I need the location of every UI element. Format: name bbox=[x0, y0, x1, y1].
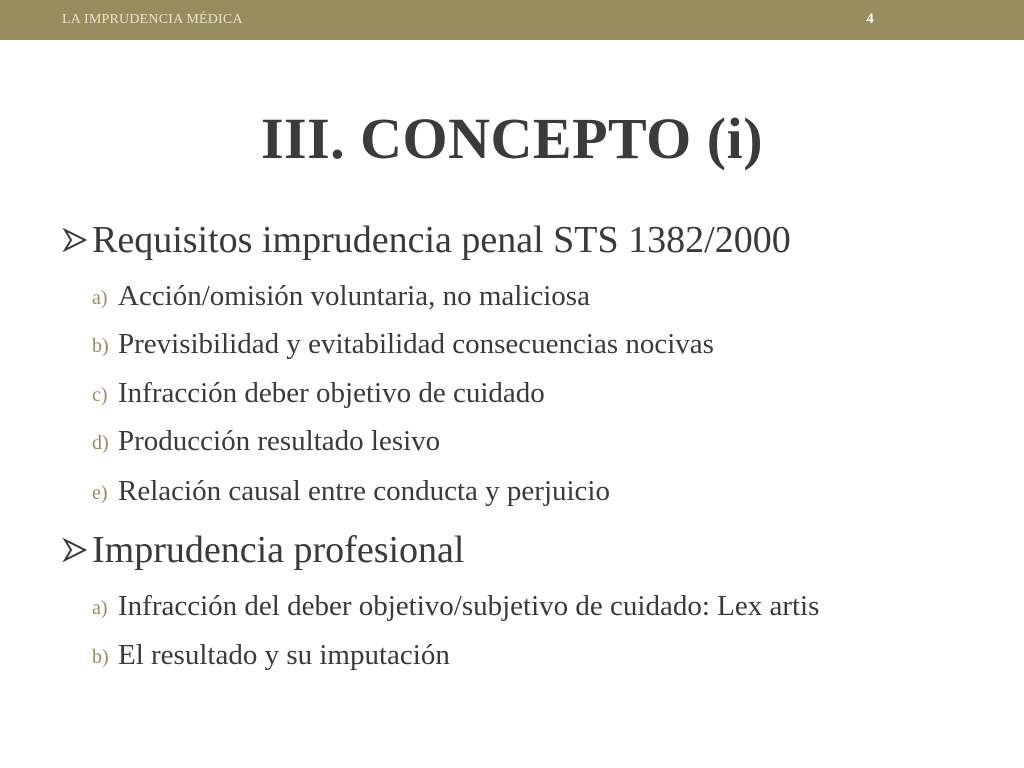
header-title: LA IMPRUDENCIA MÉDICA bbox=[62, 12, 243, 27]
list-item-text: Acción/omisión voluntaria, no maliciosa bbox=[118, 280, 590, 312]
list-item-text: El resultado y su imputación bbox=[118, 639, 450, 671]
list-marker: d) bbox=[92, 432, 109, 454]
list-item-text: Relación causal entre conducta y perjuicio bbox=[118, 475, 610, 507]
header-bar bbox=[0, 0, 1024, 40]
list-item-text: Infracción deber objetivo de cuidado bbox=[118, 377, 545, 409]
list-item-text: Infracción del deber objetivo/subjetivo de cuidado: Lex artis bbox=[118, 590, 820, 622]
section-heading-text: Requisitos imprudencia penal STS 1382/2000 bbox=[92, 219, 791, 261]
list-marker: a) bbox=[92, 287, 108, 309]
list-marker: b) bbox=[92, 335, 109, 357]
page-number: 4 bbox=[866, 11, 874, 27]
list-marker: b) bbox=[92, 646, 109, 668]
list-marker: e) bbox=[92, 482, 108, 504]
arrow-bullet-icon bbox=[62, 228, 92, 252]
slide-title: III. CONCEPTO (i) bbox=[260, 106, 764, 171]
list-item-text: Producción resultado lesivo bbox=[118, 425, 441, 457]
list-item-text: Previsibilidad y evitabilidad consecuencias nocivas bbox=[118, 328, 714, 360]
list-marker: a) bbox=[92, 597, 108, 619]
section-heading-text: Imprudencia profesional bbox=[92, 529, 465, 571]
list-marker: c) bbox=[92, 384, 108, 406]
arrow-bullet-icon bbox=[62, 538, 92, 562]
